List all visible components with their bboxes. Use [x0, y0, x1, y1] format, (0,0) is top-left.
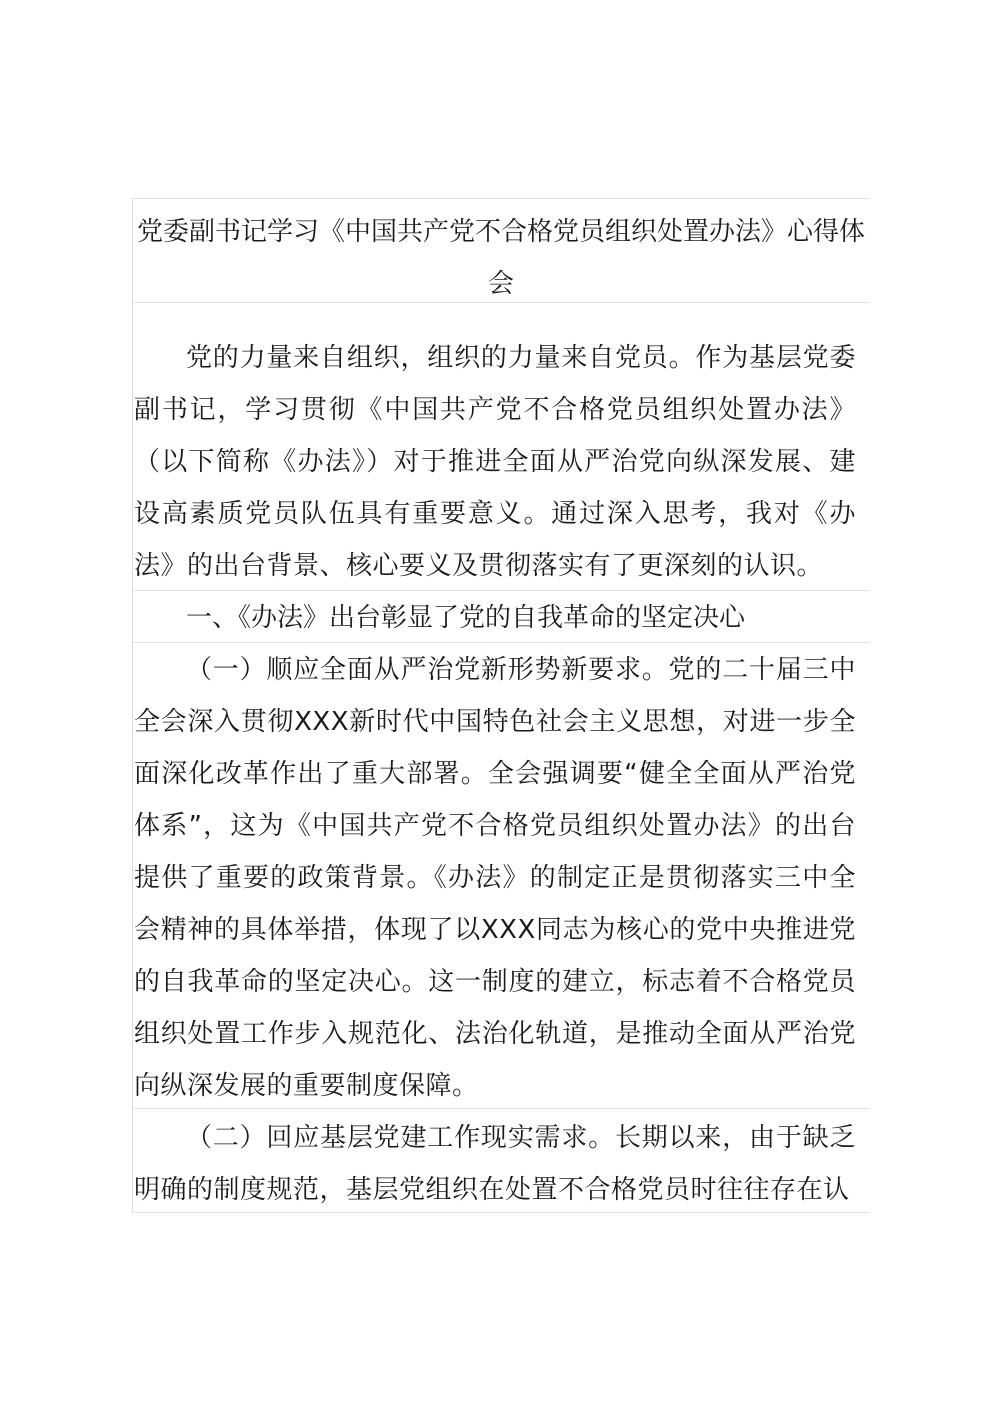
left-border-line: [132, 198, 133, 1213]
paragraph-1: （一）顺应全面从严治党新形势新要求。党的二十届三中全会深入贯彻XXX新时代中国特色社会主义思想，对进一步全面深化改革作出了重大部署。全会强调要“健全全面从严治党体系”，这为《中国共产党不合格党员组织处置办法》的出台提供了重要的政策背景。《办法》的制定正是贯彻落实三中全会精神的具体举措，体现了以XXX同志为核心的党中央推进党的自我革命的坚定决心。这一制度的建立，标志着不合格党员组织处置工作步入规范化、法治化轨道，是推动全面从严治党向纵深发展的重要制度保障。: [134, 655, 856, 1101]
paragraph-2: （二）回应基层党建工作现实需求。长期以来，由于缺乏明确的制度规范，基层党组织在处置不合格党员时往往存在认: [134, 1123, 856, 1205]
section-heading-1: 一、《办法》出台彰显了党的自我革命的坚定决心: [186, 603, 746, 633]
intro-paragraph: 党的力量来自组织，组织的力量来自党员。作为基层党委副书记，学习贯彻《中国共产党不合格党员组织处置办法》（以下简称《办法》）对于推进全面从严治党向纵深发展、建设高素质党员队伍具有重要意义。通过深入思考，我对《办法》的出台背景、核心要义及贯彻落实有了更深刻的认识。: [134, 343, 856, 581]
document-title: 党委副书记学习《中国共产党不合格党员组织处置办法》心得体会: [136, 217, 865, 299]
title-top-divider: [132, 198, 870, 199]
